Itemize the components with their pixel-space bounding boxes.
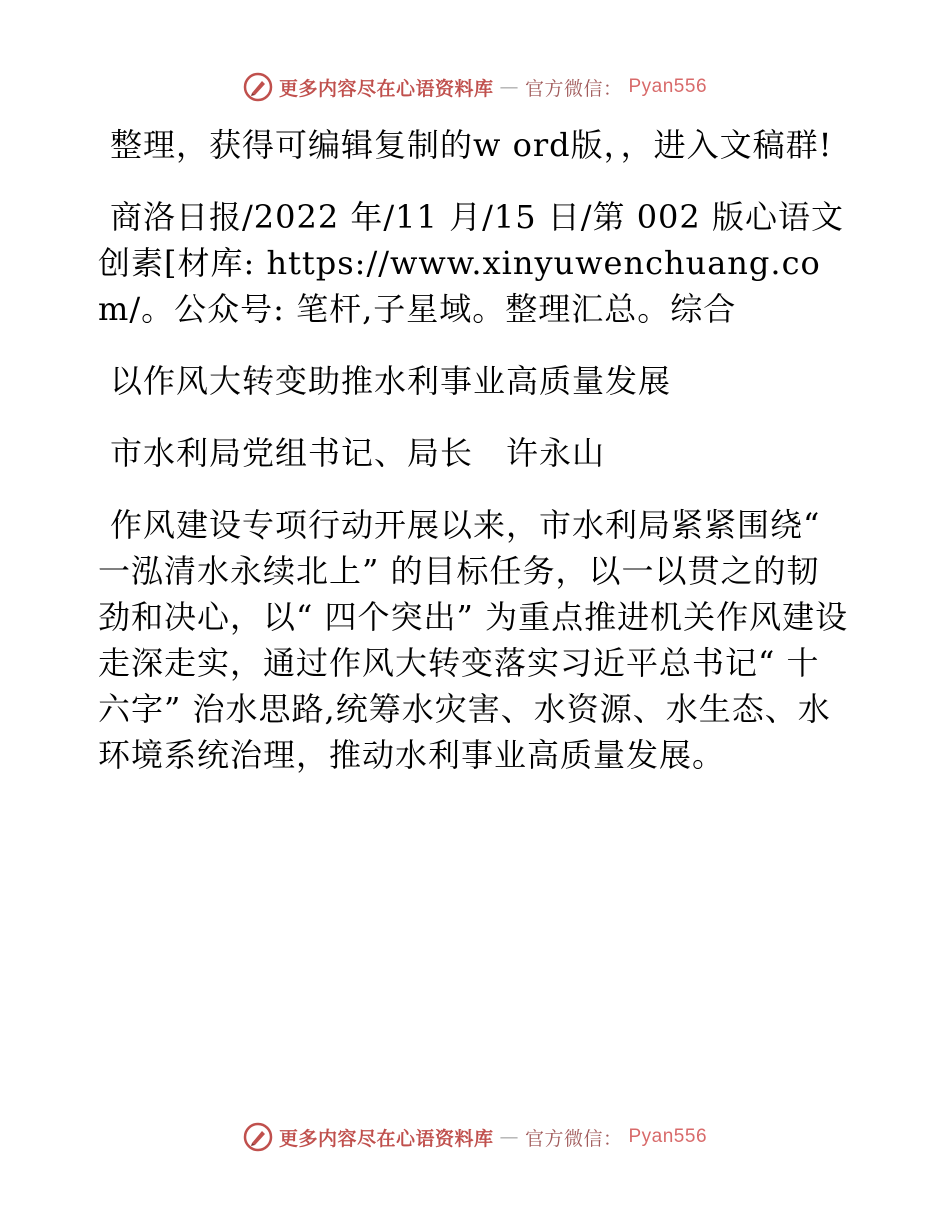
pen-logo-icon (243, 1122, 273, 1152)
article-title: 以作风大转变助推水利事业高质量发展 (110, 362, 672, 400)
watermark-separator: — (499, 76, 519, 98)
watermark-label: 官方微信： (524, 1127, 623, 1150)
document-body (98, 122, 850, 804)
paragraph-body: 作风建设专项行动开展以来，市水利局紧紧围绕“ 一泓清水永续北上” 的目标任务，以一以贯之的韧劲和决心，以“ 四个突出” 为重点推进机关作风建设走深走实，通过作风大转变落实习近平总书记“ 十六字” 治水思路,统筹水灾害、水资源、水生态、水环境系统治理，推动水利事业高质量发展。 (98, 506, 849, 774)
paragraph-intro: 整理，获得可编辑复制的w ord版，，进入文稿群! (110, 126, 833, 164)
watermark-main-text: 更多内容尽在心语资料库 (278, 77, 494, 100)
paragraph-source: 商洛日报/2022 年/11 月/15 日/第 002 版心语文创素[材库: https://www.xinyuwenchuang.com/。公众号: 笔杆,子星域。整理汇总。综合 (98, 198, 844, 328)
watermark-label: 官方微信： (524, 77, 623, 100)
footer-watermark (0, 1122, 950, 1152)
watermark-wechat-id: Pyan556 (628, 76, 708, 97)
watermark-wechat-id: Pyan556 (628, 1126, 708, 1147)
watermark-main-text: 更多内容尽在心语资料库 (278, 1127, 494, 1150)
pen-logo-icon (243, 72, 273, 102)
watermark-separator: — (499, 1126, 519, 1148)
article-author: 市水利局党组书记、局长 许永山 (110, 434, 606, 472)
header-watermark (0, 72, 950, 102)
